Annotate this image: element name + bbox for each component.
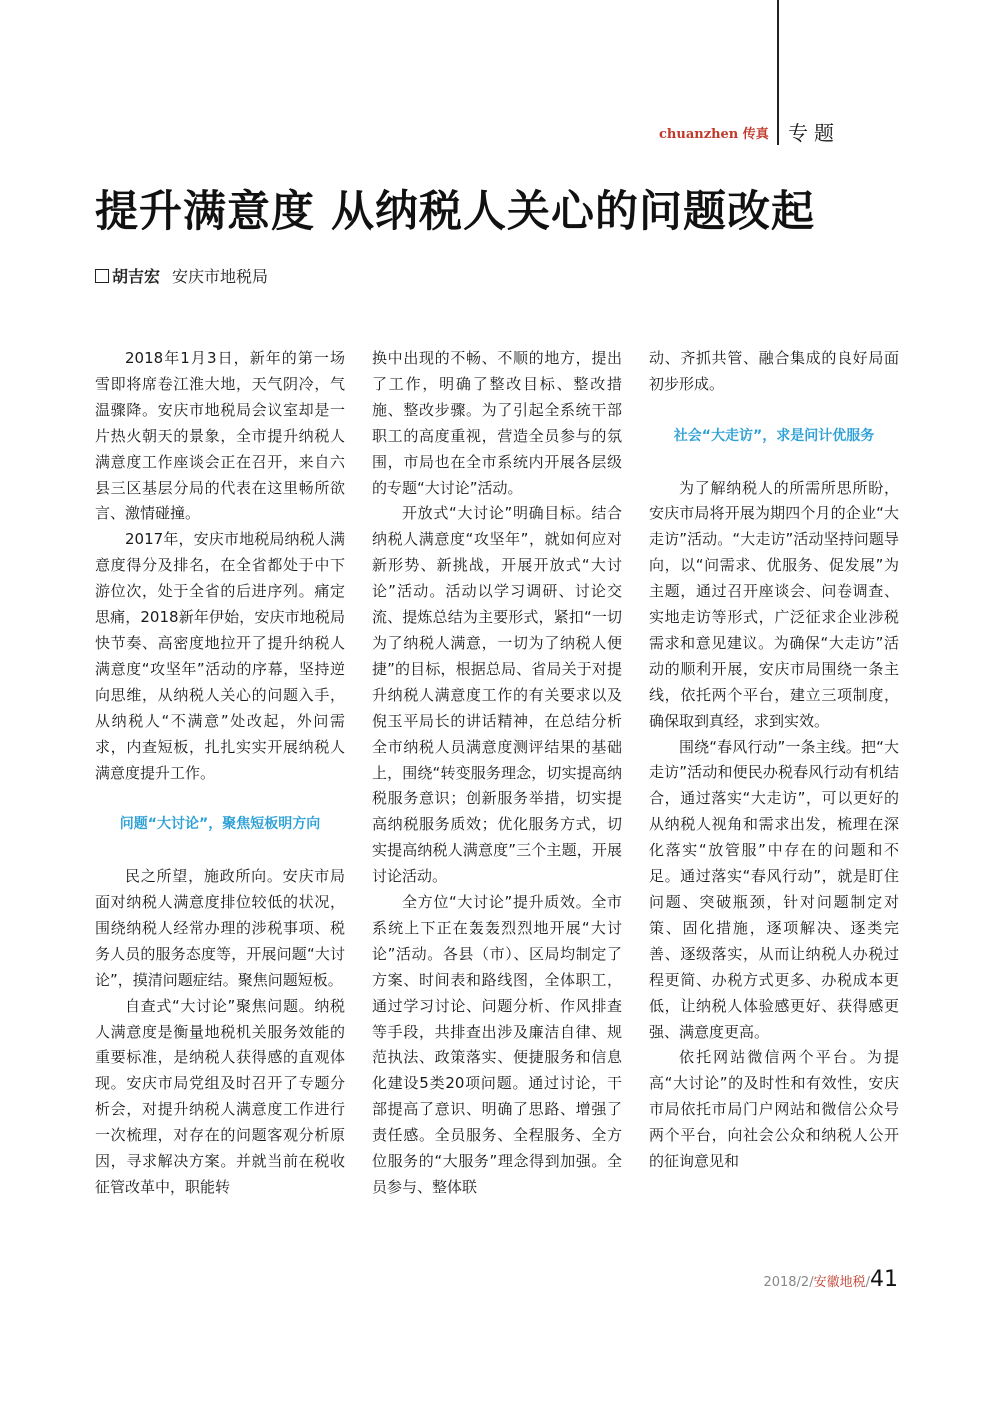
author-org: 安庆市地税局	[172, 267, 269, 286]
byline	[95, 264, 268, 287]
header-column-name: chuanzhen 传真	[659, 127, 769, 142]
header-divider-line	[777, 0, 779, 145]
text-column-2	[372, 346, 622, 1201]
paragraph: 为了解纳税人的所需所思所盼，安庆市局将开展为期四个月的企业“大走访”活动。“大走访”活动坚持问题导向，以“问需求、优服务、促发展”为主题，通过召开座谈会、问卷调查、实地走访等形式，广泛征求企业涉税需求和意见建议。为确保“大走访”活动的顺利开展，安庆市局围绕一条主线，依托两个平台，建立三项制度，确保取到真经，求到实效。	[649, 478, 899, 730]
author-name: 胡吉宏	[112, 267, 161, 286]
article-title: 提升满意度 从纳税人关心的问题改起	[95, 187, 815, 237]
paragraph: 民之所望，施政所向。安庆市局面对纳税人满意度排位较低的状况，围绕纳税人经常办理的涉税事项、税务人员的服务态度等，开展问题“大讨论”，摸清问题症结。聚焦问题短板。	[95, 867, 345, 989]
paragraph: 依托网站微信两个平台。为提高“大讨论”的及时性和有效性，安庆市局依托市局门户网站和微信公众号两个平台，向社会公众和纳税人公开的征询意见和	[649, 1048, 899, 1171]
text-column-1	[95, 346, 345, 1201]
footer-separator: /	[865, 1275, 870, 1290]
issue-date: 2018/2/	[763, 1275, 814, 1290]
paragraph: 动、齐抓共管、融合集成的良好局面初步形成。	[649, 349, 899, 393]
paragraph: 自查式“大讨论”聚焦问题。纳税人满意度是衡量地税机关服务效能的重要标准，是纳税人获得感的直观体现。安庆市局党组及时召开了专题分析会，对提升纳税人满意度工作进行一次梳理，对存在的问题客观分析原因，寻求解决方案。并就当前在税收征管改革中，职能转	[95, 996, 345, 1196]
magazine-name: 安徽地税	[813, 1275, 866, 1290]
paragraph: 换中出现的不畅、不顺的地方，提出了工作，明确了整改目标、整改措施、整改步骤。为了引起全系统干部职工的高度重视，营造全员参与的氛围，市局也在全市系统内开展各层级的专题“大讨论”活动。	[372, 349, 622, 497]
byline-box-icon	[95, 269, 109, 283]
paragraph: 2017年，安庆市地税局纳税人满意度得分及排名，在全省都处于中下游位次，处于全省的后进序列。痛定思痛，2018新年伊始，安庆市地税局快节奏、高密度地拉开了提升纳税人满意度“攻坚年”活动的序幕，坚持逆向思维，从纳税人关心的问题入手，从纳税人“不满意”处改起，外问需求，内查短板，扎扎实实开展纳税人满意度提升工作。	[95, 530, 345, 782]
paragraph: 围绕“春风行动”一条主线。把“大走访”活动和便民办税春风行动有机结合，通过落实“大走访”，可以更好的从纳税人视角和需求出发，梳理在深化落实“放管服”中存在的问题和不足。通过落实“春风行动”，就是盯住问题、突破瓶颈，针对问题制定对策、固化措施，逐项解决、逐类完善、逐级落实，从而让纳税人办税过程更简、办税方式更多、办税成本更低，让纳税人体验感更好、获得感更强、满意度更高。	[649, 737, 899, 1041]
page-footer	[720, 1267, 898, 1292]
paragraph: 开放式“大讨论”明确目标。结合纳税人满意度“攻坚年”，就如何应对新形势、新挑战，开展开放式“大讨论”活动。活动以学习调研、讨论交流、提炼总结为主要形式，紧扣“一切为了纳税人满意，一切为了纳税人便捷”的目标，根据总局、省局关于对提升纳税人满意度工作的有关要求以及倪玉平局长的讲话精神，在总结分析全市纳税人员满意度测评结果的基础上，围绕“转变服务理念，切实提高纳税服务意识；创新服务举措，切实提高纳税服务质效；优化服务方式，切实提高纳税人满意度”三个主题，开展讨论活动。	[372, 504, 622, 886]
paragraph: 全方位“大讨论”提升质效。全市系统上下正在轰轰烈烈地开展“大讨论”活动。各县（市）、区局均制定了方案、时间表和路线图，全体职工，通过学习讨论、问题分析、作风排查等手段，共排查出涉及廉洁自律、规范执法、政策落实、便捷服务和信息化建设5类20项问题。通过讨论，干部提高了意识、明确了思路、增强了责任感。全员服务、全程服务、全方位服务的“大服务”理念得到加强。全员参与、整体联	[372, 893, 622, 1196]
section-label: 专题	[788, 121, 840, 145]
text-column-3	[649, 346, 899, 1175]
page-number: 41	[870, 1267, 898, 1292]
section-heading: 社会“大走访”，求是问计优服务	[673, 427, 875, 444]
paragraph: 2018年1月3日，新年的第一场雪即将席卷江淮大地，天气阴冷，气温骤降。安庆市地税局会议室却是一片热火朝天的景象，全市提升纳税人满意度工作座谈会正在召开，来自六县三区基层分局的代表在这里畅所欲言、激情碰撞。	[95, 349, 345, 523]
section-heading: 问题“大讨论”，聚焦短板明方向	[119, 816, 321, 833]
